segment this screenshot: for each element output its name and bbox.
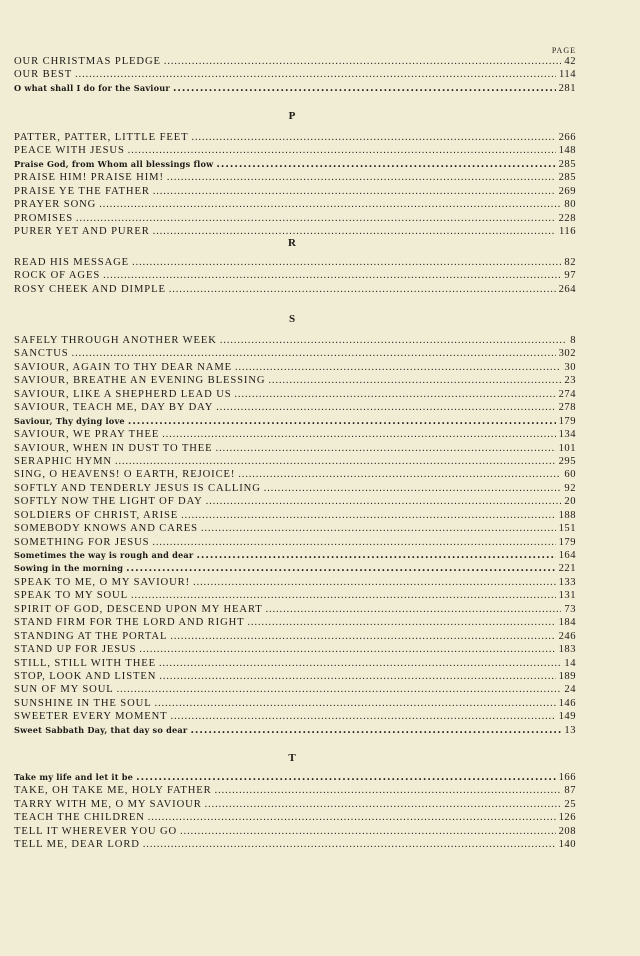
entry-title: O what shall I do for the Saviour <box>14 82 170 93</box>
index-entry <box>14 825 576 838</box>
entry-page: 266 <box>558 132 576 143</box>
index-entry <box>14 710 576 723</box>
index-entry <box>14 171 576 184</box>
entry-title: SPEAK TO MY SOUL <box>14 590 128 602</box>
index-entry <box>14 256 576 269</box>
entry-page: 188 <box>558 509 576 521</box>
leader-dots <box>131 589 556 602</box>
entry-title: Saviour, Thy dying love <box>14 415 125 426</box>
leader-dots <box>162 428 555 441</box>
leader-dots <box>216 401 555 414</box>
entry-title: Sometimes the way is rough and dear <box>14 550 194 560</box>
entry-page: 164 <box>558 550 576 561</box>
entry-page: 131 <box>558 590 576 602</box>
leader-dots <box>193 576 556 589</box>
index-entry <box>14 185 576 198</box>
entry-page: 179 <box>558 536 576 548</box>
entry-page: 42 <box>564 56 576 67</box>
entry-title: SUN OF MY SOUL <box>14 684 114 696</box>
entry-page: 228 <box>558 212 576 224</box>
entry-page: 97 <box>564 270 576 282</box>
leader-dots <box>191 131 555 144</box>
entry-title: STANDING AT THE PORTAL <box>14 630 168 642</box>
entry-title: SAVIOUR, TEACH ME, DAY BY DAY <box>14 402 214 414</box>
entry-page: 148 <box>558 145 576 157</box>
leader-dots <box>75 68 556 81</box>
entry-title: OUR BEST <box>14 69 73 81</box>
index-entry <box>14 283 576 296</box>
entry-title: READ HIS MESSAGE <box>14 257 130 268</box>
section-letter-s: S <box>288 313 296 325</box>
entry-title: SING, O HEAVENS! O EARTH, REJOICE! <box>14 469 236 481</box>
index-entry <box>14 198 576 211</box>
index-entry <box>14 509 576 522</box>
index-entry <box>14 603 576 616</box>
leader-dots <box>215 784 562 797</box>
entry-page: 13 <box>564 724 576 736</box>
entry-title: Sowing in the morning <box>14 563 124 574</box>
entry-page: 116 <box>559 226 576 238</box>
entry-title: SAVIOUR, WHEN IN DUST TO THEE <box>14 442 213 454</box>
entry-page: 166 <box>558 772 576 783</box>
leader-dots <box>190 724 561 737</box>
index-entry <box>14 683 576 696</box>
section-o <box>14 55 576 95</box>
entry-page: 20 <box>564 496 576 508</box>
index-entry <box>14 616 576 629</box>
leader-dots <box>136 771 556 784</box>
leader-dots <box>99 198 561 211</box>
leader-dots <box>171 710 556 723</box>
entry-title: TARRY WITH ME, O MY SAVIOUR <box>14 798 202 810</box>
index-entry <box>14 482 576 495</box>
entry-title: PURER YET AND PURER <box>14 226 150 238</box>
entry-page: 179 <box>558 415 576 427</box>
index-entry <box>14 657 576 670</box>
leader-dots <box>117 683 562 696</box>
entry-title: SAVIOUR, AGAIN TO THY DEAR NAME <box>14 361 233 373</box>
section-p <box>14 131 576 239</box>
index-entry <box>14 212 576 225</box>
index-entry <box>14 158 576 171</box>
leader-dots <box>216 442 556 455</box>
leader-dots <box>206 495 562 508</box>
entry-page: 23 <box>564 375 576 387</box>
entry-title: SOLDIERS OF CHRIST, ARISE <box>14 509 179 521</box>
leader-dots <box>103 269 561 282</box>
leader-dots <box>238 468 561 481</box>
index-entry <box>14 495 576 508</box>
page-column-label: PAGE <box>551 46 576 55</box>
index-entry <box>14 361 576 374</box>
index-entry <box>14 811 576 824</box>
index-entry <box>14 347 576 360</box>
index-entry <box>14 428 576 441</box>
index-entry <box>14 144 576 157</box>
entry-page: 285 <box>558 158 576 170</box>
index-entry <box>14 576 576 589</box>
entry-title: SAFELY THROUGH ANOTHER WEEK <box>14 335 217 346</box>
index-entry <box>14 68 576 81</box>
entry-title: SAVIOUR, WE PRAY THEE <box>14 429 160 441</box>
entry-title: PEACE WITH JESUS <box>14 145 125 157</box>
entry-page: 114 <box>559 69 576 81</box>
entry-title: PATTER, PATTER, LITTLE FEET <box>14 132 189 143</box>
index-entry <box>14 374 576 387</box>
entry-title: Take my life and let it be <box>14 772 134 782</box>
index-entry <box>14 838 576 851</box>
entry-title: SANCTUS <box>14 348 69 360</box>
index-entry <box>14 549 576 562</box>
index-entry <box>14 131 576 144</box>
entry-page: 285 <box>558 172 576 184</box>
entry-page: 8 <box>570 335 576 346</box>
entry-page: 246 <box>558 630 576 642</box>
leader-dots <box>216 158 555 171</box>
section-letter-p: P <box>288 110 296 122</box>
entry-title: PROMISES <box>14 212 74 224</box>
entry-page: 221 <box>558 563 576 575</box>
index-entry <box>14 536 576 549</box>
entry-page: 30 <box>564 361 576 373</box>
entry-page: 149 <box>558 711 576 723</box>
index-entry <box>14 630 576 643</box>
entry-page: 140 <box>558 839 576 851</box>
entry-title: STAND FIRM FOR THE LORD AND RIGHT <box>14 617 245 629</box>
entry-page: 269 <box>558 185 576 197</box>
index-entry <box>14 388 576 401</box>
leader-dots <box>170 630 555 643</box>
entry-title: SAVIOUR, LIKE A SHEPHERD LEAD US <box>14 388 232 400</box>
leader-dots <box>264 482 562 495</box>
entry-title: TELL IT WHEREVER YOU GO <box>14 825 178 837</box>
entry-page: 151 <box>558 523 576 535</box>
index-entry <box>14 562 576 575</box>
leader-dots <box>235 388 556 401</box>
entry-title: TEACH THE CHILDREN <box>14 812 145 824</box>
leader-dots <box>159 657 561 670</box>
leader-dots <box>128 144 556 157</box>
entry-title: SAVIOUR, BREATHE AN EVENING BLESSING <box>14 375 266 387</box>
index-entry <box>14 784 576 797</box>
entry-page: 189 <box>558 670 576 682</box>
entry-page: 92 <box>564 482 576 494</box>
index-entry <box>14 697 576 710</box>
entry-page: 183 <box>558 644 576 656</box>
leader-dots <box>148 811 556 824</box>
leader-dots <box>173 82 556 95</box>
leader-dots <box>164 55 562 68</box>
index-entry <box>14 643 576 656</box>
entry-page: 133 <box>558 576 576 588</box>
entry-page: 302 <box>558 348 576 360</box>
index-entry <box>14 724 576 737</box>
entry-page: 60 <box>564 469 576 481</box>
entry-page: 274 <box>558 388 576 400</box>
leader-dots <box>132 256 561 269</box>
entry-title: PRAISE YE THE FATHER <box>14 185 150 197</box>
leader-dots <box>201 522 556 535</box>
leader-dots <box>153 185 556 198</box>
leader-dots <box>220 334 567 347</box>
entry-page: 80 <box>564 199 576 211</box>
leader-dots <box>169 283 556 296</box>
entry-page: 101 <box>558 442 576 454</box>
entry-title: STAND UP FOR JESUS <box>14 644 137 656</box>
leader-dots <box>153 225 556 238</box>
leader-dots <box>266 603 562 616</box>
entry-page: 126 <box>558 812 576 824</box>
entry-title: SPIRIT OF GOD, DESCEND UPON MY HEART <box>14 603 263 615</box>
entry-page: 184 <box>558 617 576 629</box>
entry-title: Praise God, from Whom all blessings flow <box>14 158 214 169</box>
section-t <box>14 771 576 852</box>
index-entry <box>14 798 576 811</box>
index-entry <box>14 442 576 455</box>
entry-page: 134 <box>558 429 576 441</box>
leader-dots <box>128 415 556 428</box>
entry-title: SOFTLY AND TENDERLY JESUS IS CALLING <box>14 482 261 494</box>
entry-title: ROSY CHEEK AND DIMPLE <box>14 283 166 295</box>
entry-title: TAKE, OH TAKE ME, HOLY FATHER <box>14 785 212 797</box>
index-entry <box>14 401 576 414</box>
section-s <box>14 334 576 737</box>
entry-title: SERAPHIC HYMN <box>14 455 112 467</box>
entry-title: SWEETER EVERY MOMENT <box>14 711 168 723</box>
entry-title: PRAYER SONG <box>14 199 97 211</box>
leader-dots <box>76 212 556 225</box>
entry-page: 295 <box>558 455 576 467</box>
index-entry <box>14 522 576 535</box>
index-entry <box>14 415 576 428</box>
leader-dots <box>268 374 561 387</box>
leader-dots <box>205 798 562 811</box>
section-r <box>14 256 576 296</box>
index-entry <box>14 269 576 282</box>
entry-title: STILL, STILL WITH THEE <box>14 657 156 669</box>
entry-page: 82 <box>564 257 576 268</box>
entry-title: TELL ME, DEAR LORD <box>14 839 140 851</box>
entry-page: 14 <box>564 657 576 669</box>
entry-title: PRAISE HIM! PRAISE HIM! <box>14 172 164 184</box>
index-entry <box>14 771 576 784</box>
entry-page: 208 <box>558 825 576 837</box>
entry-page: 264 <box>558 283 576 295</box>
leader-dots <box>248 616 556 629</box>
index-entry <box>14 670 576 683</box>
entry-title: ROCK OF AGES <box>14 270 101 282</box>
entry-page: 73 <box>564 603 576 615</box>
leader-dots <box>159 670 555 683</box>
leader-dots <box>155 697 556 710</box>
entry-title: SOFTLY NOW THE LIGHT OF DAY <box>14 496 203 508</box>
entry-title: STOP, LOOK AND LISTEN <box>14 670 157 682</box>
entry-title: SPEAK TO ME, O MY SAVIOUR! <box>14 576 191 588</box>
entry-title: OUR CHRISTMAS PLEDGE <box>14 56 161 67</box>
leader-dots <box>72 347 556 360</box>
leader-dots <box>126 562 555 575</box>
entry-page: 281 <box>558 82 576 94</box>
index-entry <box>14 455 576 468</box>
entry-page: 278 <box>558 402 576 414</box>
index-entry <box>14 589 576 602</box>
index-entry <box>14 55 576 68</box>
leader-dots <box>143 838 556 851</box>
section-letter-t: T <box>288 752 296 764</box>
entry-page: 87 <box>564 785 576 797</box>
entry-page: 146 <box>558 697 576 709</box>
leader-dots <box>196 549 555 562</box>
leader-dots <box>167 171 556 184</box>
section-letter-r: R <box>288 237 296 249</box>
entry-title: SOMETHING FOR JESUS <box>14 536 150 548</box>
leader-dots <box>180 825 556 838</box>
index-entry <box>14 82 576 95</box>
index-entry <box>14 468 576 481</box>
entry-title: SOMEBODY KNOWS AND CARES <box>14 523 198 535</box>
leader-dots <box>181 509 555 522</box>
entry-page: 25 <box>564 798 576 810</box>
leader-dots <box>115 455 556 468</box>
entry-page: 24 <box>564 684 576 696</box>
leader-dots <box>139 643 555 656</box>
entry-title: Sweet Sabbath Day, that day so dear <box>14 724 188 735</box>
index-entry <box>14 334 576 347</box>
entry-title: SUNSHINE IN THE SOUL <box>14 697 152 709</box>
leader-dots <box>152 536 555 549</box>
leader-dots <box>235 361 561 374</box>
